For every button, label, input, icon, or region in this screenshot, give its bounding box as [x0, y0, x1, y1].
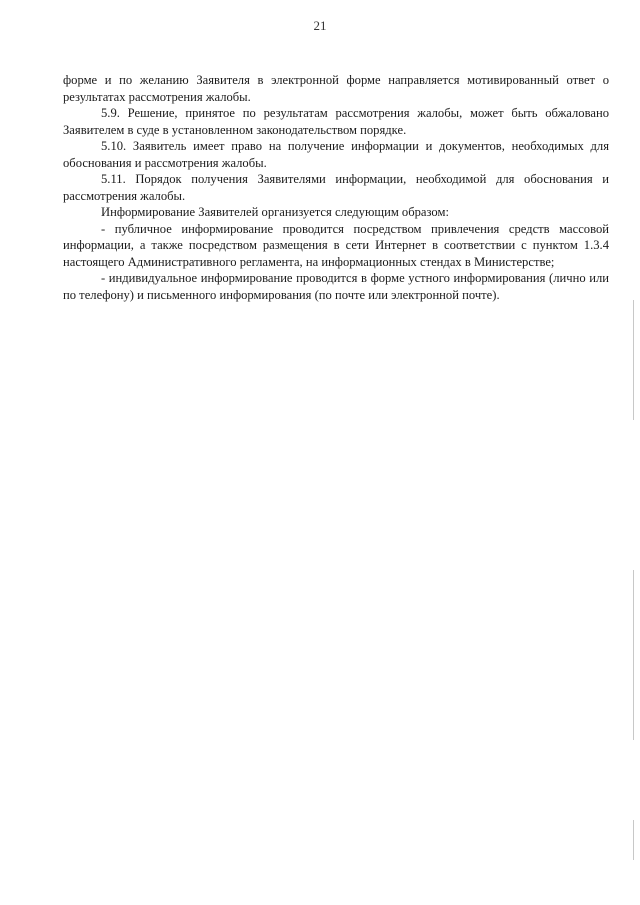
page-number: 21: [313, 18, 327, 33]
scan-mark: [633, 820, 634, 860]
document-body: [63, 72, 609, 303]
paragraph-informing-intro: Информирование Заявителей организуется следующим образом:: [101, 205, 449, 219]
scan-mark: [633, 300, 634, 420]
paragraph-5-11: 5.11. Порядок получения Заявителями информации, необходимой для обоснования и рассмотрения жалобы.: [63, 172, 609, 203]
scan-mark: [633, 570, 634, 740]
paragraph-public-informing: - публичное информирование проводится посредством привлечения средств массовой информации, а также посредством размещения в сети Интернет в соответствии с пунктом 1.3.4 настоящего Административного регламента, на информационных стендах в Министерстве;: [63, 221, 609, 269]
paragraph-individual-informing: - индивидуальное информирование проводится в форме устного информирования (лично или по телефону) и письменного информирования (по почте или электронной почте).: [63, 271, 609, 302]
paragraph-continuation: форме и по желанию Заявителя в электронной форме направляется мотивированный ответ о результатах рассмотрения жалобы.: [63, 73, 609, 104]
paragraph-5-10: 5.10. Заявитель имеет право на получение информации и документов, необходимых для обоснования и рассмотрения жалобы.: [63, 139, 609, 170]
scan-margin-marks: [633, 300, 637, 860]
paragraph-5-9: 5.9. Решение, принятое по результатам рассмотрения жалобы, может быть обжаловано Заявителем в суде в установленном законодательством порядке.: [63, 106, 609, 137]
